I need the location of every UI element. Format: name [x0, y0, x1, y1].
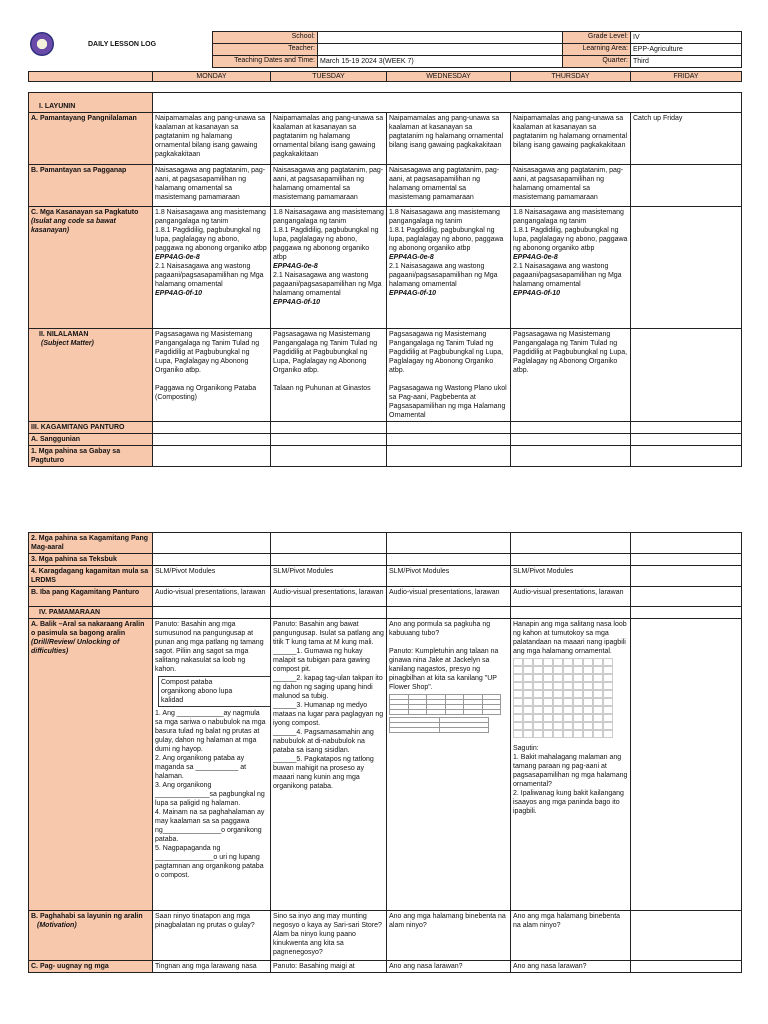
paghahabi-title: B. Paghahabi sa layunin ng aralin [31, 913, 143, 920]
paghahabi-thursday: Ano ang mga halamang binebenta na alam ninyo? [511, 911, 631, 961]
pp-wednesday: Naipamamalas ang pang-unawa sa kaalaman at kasanayan sa pagtatanim ng halamang ornamental bilang isang gawaing pagkakakitaan [387, 113, 511, 165]
nilalaman-title: II. NILALAMAN [39, 331, 89, 338]
flower-shop-table-image [389, 694, 501, 715]
k-code2: EPP4AG-0f-10 [273, 299, 321, 306]
layunin-blank [153, 93, 742, 113]
balik-aral-title: A. Balik –Aral sa nakaraang Aralin o pasimula sa bagong aralin [31, 621, 145, 637]
paghahabi-monday: Saan ninyo tinatapon ang mga pinagbalatan ng prutas o gulay? [153, 911, 271, 961]
k-line2: 1.8.1 Pagdidilig, pagbubungkal ng lupa, paglalagay ng abono, paggawa ng abonong organiko atbp [513, 227, 628, 252]
balik-aral-label [29, 619, 153, 911]
teacher-label: Teacher: [213, 44, 318, 56]
audio-tuesday: Audio-visual presentations, larawan [271, 587, 387, 607]
k-line1: 1.8 Naisasagawa ang masistemang pangangalaga ng tanim [389, 209, 500, 225]
gabay-label: 1. Mga pahina sa Gabay sa Pagtuturo [29, 446, 153, 467]
header-table [212, 31, 742, 68]
nilalaman-friday [631, 329, 742, 422]
dates-value: March 15-19 2024 3(WEEK 7) [318, 56, 563, 68]
pamamaraan-label: IV. PAMAMARAAN [29, 607, 153, 619]
pg-wednesday: Naisasagawa ang pagtatanim, pag-aani, at pagsasapamilihan ng halamang ornamental sa masistemang pamamaraan [387, 165, 511, 207]
paghahabi-sub: (Motivation) [37, 922, 77, 929]
k-line3: 2.1 Naisasagawa ang wastong pagaani/pagsasapamilihan ng Mga halamang ornamental [389, 263, 498, 288]
n-main: Pagsasagawa ng Masistemang Pangangalaga ng Tanim Tulad ng Pagdidilig at Pagbubungkal ng Lupa, Paglalagay ng Abonong Organiko atbp. [513, 331, 628, 374]
a-mon-intro: Panuto: Basahin ang mga sumusunod na pangungusap at punan ang mga patlang ng tamang sagot. Piliin ang sagot sa mga salitang nakasulat sa loob ng kahon. [155, 621, 264, 673]
pg-monday: Naisasagawa ang pagtatanim, pag-aani, at pagsasapamilihan ng halamang ornamental sa masistemang pamamaraan [153, 165, 271, 207]
pg-tuesday: Naisasagawa ang pagtatanim, pag-aani, at pagsasapamilihan ng halamang ornamental sa masistemang pamamaraan [271, 165, 387, 207]
nilalaman-label [29, 329, 153, 422]
paghahabi-label [29, 911, 153, 961]
day-tuesday: TUESDAY [271, 72, 387, 82]
school-value [318, 32, 563, 44]
pamantayan-pagganap-label: B. Pamantayan sa Pagganap [29, 165, 153, 207]
pp-tuesday: Naipamamalas ang pang-unawa sa kaalaman at kasanayan sa pagtatanim ng halamang ornamental bilang isang gawaing pagkakakitaan [271, 113, 387, 165]
karagdagang-label: 4. Karagdagang kagamitan mula sa LRDMS [29, 566, 153, 587]
nilalaman-sub: (Subject Matter) [41, 340, 94, 347]
pp-monday: Naipamamalas ang pang-unawa sa kaalaman at kasanayan sa pagtatanim ng halamang ornamental bilang isang gawaing pagkakakitaan [153, 113, 271, 165]
pp-friday: Catch up Friday [631, 113, 742, 165]
k-line2: 1.8.1 Pagdidilig, pagbubungkal ng lupa, paglalagay ng abono, paggawa ng abonong organiko atbp [155, 227, 267, 252]
kasanayan-thursday [511, 207, 631, 329]
k-line1: 1.8 Naisasagawa ang masistemang pangangalaga ng tanim [513, 209, 624, 225]
k-code2: EPP4AG-0f-10 [389, 290, 437, 297]
mga-kasanayan-sub: (Isulat ang code sa bawat kasanayan) [31, 218, 116, 234]
day-monday: MONDAY [153, 72, 271, 82]
nilalaman-wednesday [387, 329, 511, 422]
page1-table [28, 92, 742, 467]
pag-uugnay-label: C. Pag- uugnay ng mga [29, 961, 153, 973]
balik-aral-tuesday: Panuto: Basahin ang bawat pangungusap. Isulat sa patlang ang titik T kung tama at M kung mali. ______1. Gumawa ng hukay malapit sa tubigan para gawing compost pit. ______2. kapag tag-ulan takpan ito ng dahon ng saging upang hindi malunod sa tubig. ______3. Humanap ng medyo mataas na lugar para paglagyan ng iyong compost. ______4. Pagsamasamahin ang nabubulok at di-nabubulok na pataba sa isang sisidlan. ______5. Pagkatapos ng tatlong buwan mahigit na proseso ay maaari nang kunin ang mga organikong pataba. [271, 619, 387, 911]
page2-table [28, 532, 742, 973]
nilalaman-tuesday [271, 329, 387, 422]
school-label: School: [213, 32, 318, 44]
balik-aral-sub: (Drill/Review/ Unlocking of difficulties) [31, 639, 120, 655]
area-value: EPP-Agriculture [631, 44, 742, 56]
pag-uugnay-wednesday: Ano ang nasa larawan? [387, 961, 511, 973]
pg-friday [631, 165, 742, 207]
grade-label: Grade Level: [563, 32, 631, 44]
deped-seal-logo [30, 32, 54, 56]
nilalaman-thursday [511, 329, 631, 422]
layunin-heading: I. LAYUNIN [29, 93, 153, 113]
kasanayan-tuesday [271, 207, 387, 329]
a-wed-question: Ano ang pormula sa pagkuha ng kabuuang tubo? [389, 621, 491, 637]
pag-uugnay-tuesday: Panuto: Basahing maigi at [271, 961, 387, 973]
slm-wednesday: SLM/Pivot Modules [387, 566, 511, 587]
a-thu-intro: Hanapin ang mga salitang nasa loob ng kahon at tumutokoy sa mga palatandaan na maaari nang ipagbili ang mga halamang ornamental. [513, 621, 627, 655]
balik-aral-friday [631, 619, 742, 911]
kasanayan-wednesday [387, 207, 511, 329]
k-line3: 2.1 Naisasagawa ang wastong pagaani/pagsasapamilihan ng Mga halamang ornamental [273, 272, 382, 297]
k-code2: EPP4AG-0f-10 [155, 290, 203, 297]
k-code1: EPP4AG-0e-8 [513, 254, 558, 261]
kagamitang-label: III. KAGAMITANG PANTURO [29, 422, 153, 434]
day-wednesday: WEDNESDAY [387, 72, 511, 82]
dates-label: Teaching Dates and Time: [213, 56, 318, 68]
k-line2: 1.8.1 Pagdidilig, pagbubungkal ng lupa, paglalagay ng abono, paggawa ng abonong organiko atbp [273, 227, 379, 261]
mga-kasanayan-title: C. Mga Kasanayan sa Pagkatuto [31, 209, 139, 216]
sanggunian-label: A. Sanggunian [29, 434, 153, 446]
k-line1: 1.8 Naisasagawa ang masistemang pangangalaga ng tanim [273, 209, 384, 225]
word-search-grid-image [513, 658, 628, 738]
paghahabi-wednesday: Ano ang mga halamang binebenta na alam ninyo? [387, 911, 511, 961]
quarter-value: Third [631, 56, 742, 68]
n-main: Pagsasagawa ng Masistemang Pangangalaga ng Tanim Tulad ng Pagdidilig at Pagbubungkal ng Lupa, Paglalagay ng Abonong Organiko atbp. [155, 331, 260, 374]
slm-thursday: SLM/Pivot Modules [511, 566, 631, 587]
iba-pang-label: B. Iba pang Kagamitang Panturo [29, 587, 153, 607]
pamantayang-pangnilalaman-label: A. Pamantayang Pangnilalaman [29, 113, 153, 165]
k-code1: EPP4AG-0e-8 [389, 254, 434, 261]
a-mon-items: 1. Ang ____________ay nagmula sa mga sariwa o nabubulok na mga basura tulad ng balat ng prutas at gulay, dahon ng halaman at mga dumi ng hayop. 2. Ang organikong pataba ay maganda sa ___________ at halaman. 3. Ang organikong ______________sa pagbungkal ng lupa sa paligid ng halaman. 4. Mainam na sa paghahalaman ay may kaalaman sa sa paggawa ng_______________o organikong pataba. 5. Nagpapaganda ng _______________o uri ng lupang pagtamnan ang organikong pataba o compost. [155, 710, 266, 879]
k-code1: EPP4AG-0e-8 [273, 263, 318, 270]
slm-monday: SLM/Pivot Modules [153, 566, 271, 587]
teacher-value [318, 44, 563, 56]
days-header [28, 71, 742, 82]
kagamitang-mag-aaral-label: 2. Mga pahina sa Kagamitang Pang Mag-aaral [29, 533, 153, 554]
balik-aral-thursday [511, 619, 631, 911]
word-box: Compost pataba organikong abono lupa kalidad [158, 676, 271, 707]
n-wed-extra: Pagsasagawa ng Wastong Plano ukol sa Pag-aani, Pagbebenta at Pagsasapamilihan ng mga Halamang Ornamental [389, 385, 507, 419]
pp-thursday: Naipamamalas ang pang-unawa sa kaalaman at kasanayan sa pagtatanim ng halamang ornamental bilang isang gawaing pagkakakitaan [511, 113, 631, 165]
quarter-label: Quarter: [563, 56, 631, 68]
income-summary-image [389, 717, 489, 733]
dll-title: DAILY LESSON LOG [88, 41, 157, 48]
n-main: Pagsasagawa ng Masistemang Pangangalaga ng Tanim Tulad ng Pagdidilig at Pagbubungkal ng Lupa, Paglalagay ng Abonong Organiko atbp. [273, 331, 378, 374]
days-corner [29, 72, 153, 82]
k-line3: 2.1 Naisasagawa ang wastong pagaani/pagsasapamilihan ng Mga halamang ornamental [513, 263, 622, 288]
area-label: Learning Area: [563, 44, 631, 56]
pg-thursday: Naisasagawa ang pagtatanim, pag-aani, at pagsasapamilihan ng halamang ornamental sa masistemang pamamaraan [511, 165, 631, 207]
slm-tuesday: SLM/Pivot Modules [271, 566, 387, 587]
k-line3: 2.1 Naisasagawa ang wastong pagaani/pagsasapamilihan ng Mga halamang ornamental [155, 263, 264, 288]
pag-uugnay-monday: Tingnan ang mga larawang nasa [153, 961, 271, 973]
a-wed-panuto: Panuto: Kumpletuhin ang talaan na ginawa nina Jake at Jackelyn sa kanilang nagastos, presyo ng pinagbilhan at kita sa kanilang "UP Flower Shop". [389, 648, 499, 691]
a-thu-sagutin: Sagutin: 1. Bakit mahalagang malaman ang tamang paraan ng pag-aani at pagsasapamilihan ng mga halamang ornamental? 2. Ipaliwanag kung bakit kailangang isaayos ang mga paninda bago ito ipagbili. [513, 745, 628, 815]
n-mon-extra: Paggawa ng Organikong Pataba (Composting) [155, 385, 257, 401]
audio-wednesday: Audio-visual presentations, larawan [387, 587, 511, 607]
k-line1: 1.8 Naisasagawa ang masistemang pangangalaga ng tanim [155, 209, 266, 225]
k-line2: 1.8.1 Pagdidilig, pagbubungkal ng lupa, paglalagay ng abono, paggawa ng abonong organiko atbp [389, 227, 504, 252]
nilalaman-monday [153, 329, 271, 422]
pag-uugnay-thursday: Ano ang nasa larawan? [511, 961, 631, 973]
balik-aral-wednesday [387, 619, 511, 911]
n-main: Pagsasagawa ng Masistemang Pangangalaga ng Tanim Tulad ng Pagdidilig at Pagbubungkal ng Lupa, Paglalagay ng Abonong Organiko atbp. [389, 331, 504, 374]
day-friday: FRIDAY [631, 72, 742, 82]
audio-thursday: Audio-visual presentations, larawan [511, 587, 631, 607]
kasanayan-friday [631, 207, 742, 329]
balik-aral-monday [153, 619, 271, 911]
k-code1: EPP4AG-0e-8 [155, 254, 200, 261]
teksbuk-label: 3. Mga pahina sa Teksbuk [29, 554, 153, 566]
paghahabi-tuesday: Sino sa inyo ang may munting negosyo o kaya ay Sari-sari Store? Alam ba ninyo kung paano kinukwenta ang kita sa pagnenegosyo? [271, 911, 387, 961]
n-tue-extra: Talaan ng Puhunan at Ginastos [273, 385, 371, 392]
k-code2: EPP4AG-0f-10 [513, 290, 561, 297]
kasanayan-monday [153, 207, 271, 329]
day-thursday: THURSDAY [511, 72, 631, 82]
mga-kasanayan-label [29, 207, 153, 329]
audio-monday: Audio-visual presentations, larawan [153, 587, 271, 607]
grade-value: IV [631, 32, 742, 44]
